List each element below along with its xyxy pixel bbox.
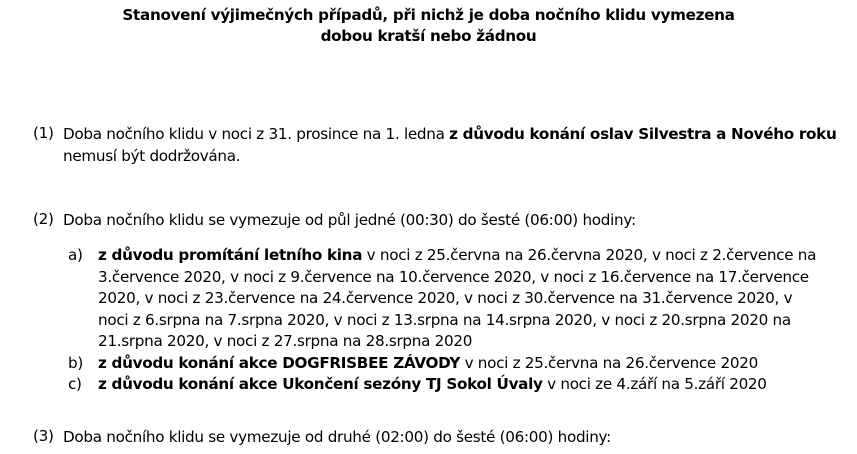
list-item-letter: c) — [68, 375, 82, 393]
list-item-letter: b) — [68, 353, 83, 372]
list-item-body — [98, 245, 818, 353]
title-line-1: Stanovení výjimečných případů, při nichž je doba nočního klidu vymezena — [122, 6, 735, 24]
list-item-text: v noci ze 4.září na 5.září 2020 — [542, 375, 767, 393]
paragraph-1-text-a: Doba nočního klidu v noci z 31. prosince na 1. ledna — [63, 125, 450, 143]
list-item-text: v noci z 25.června na 26.července 2020 — [460, 353, 758, 372]
title-line-2: dobou kratší nebo žádnou — [320, 27, 537, 45]
list-item-body — [98, 353, 818, 375]
paragraph-1-text-b: nemusí být dodržována. — [63, 146, 241, 165]
list-item-bold: z důvodu konání akce DOGFRISBEE ZÁVODY — [98, 353, 461, 372]
paragraph-1-bold: z důvodu konání oslav Silvestra a Nového roku — [449, 125, 837, 143]
paragraph-2-text: Doba nočního klidu se vymezuje od půl jedné (00:30) do šesté (06:00) hodiny: — [63, 211, 636, 229]
list-item-c — [0, 374, 857, 396]
list-item-letter: a) — [68, 246, 83, 264]
paragraph-1-number: (1) — [33, 124, 54, 142]
paragraph-1-text — [63, 124, 838, 167]
list-item-b — [0, 353, 857, 375]
list-item-a — [0, 245, 857, 353]
paragraph-3-text: Doba nočního klidu se vymezuje od druhé (02:00) do šesté (06:00) hodiny: — [63, 428, 611, 446]
list-item-bold: z důvodu konání akce Ukončení sezóny TJ Sokol Úvaly — [98, 375, 543, 393]
list-item-bold: z důvodu promítání letního kina — [98, 246, 363, 264]
list-item-text: v noci z 25.června na 26.června 2020, v noci z 2.července na 3.července 2020, v noci z 9.července na 10.července 2020, v noci z 16.července na 17.července 2020, v noci z 23.července na 24.července 2020, v noci z 30.července na 31.července 2020, v noci z 6.srpna na 7.srpna 2020, v noci z 13.srpna na 14.srpna 2020, v noci z 20.srpna 2020 na 21.srpna 2020, v noci z 27.srpna na 28.srpna 2020 — [98, 246, 817, 350]
paragraph-3-number: (3) — [33, 427, 54, 445]
paragraph-2-number: (2) — [33, 210, 54, 228]
paragraph-2-sublist — [0, 245, 857, 396]
list-item-body — [98, 374, 818, 396]
document-title — [60, 5, 797, 47]
